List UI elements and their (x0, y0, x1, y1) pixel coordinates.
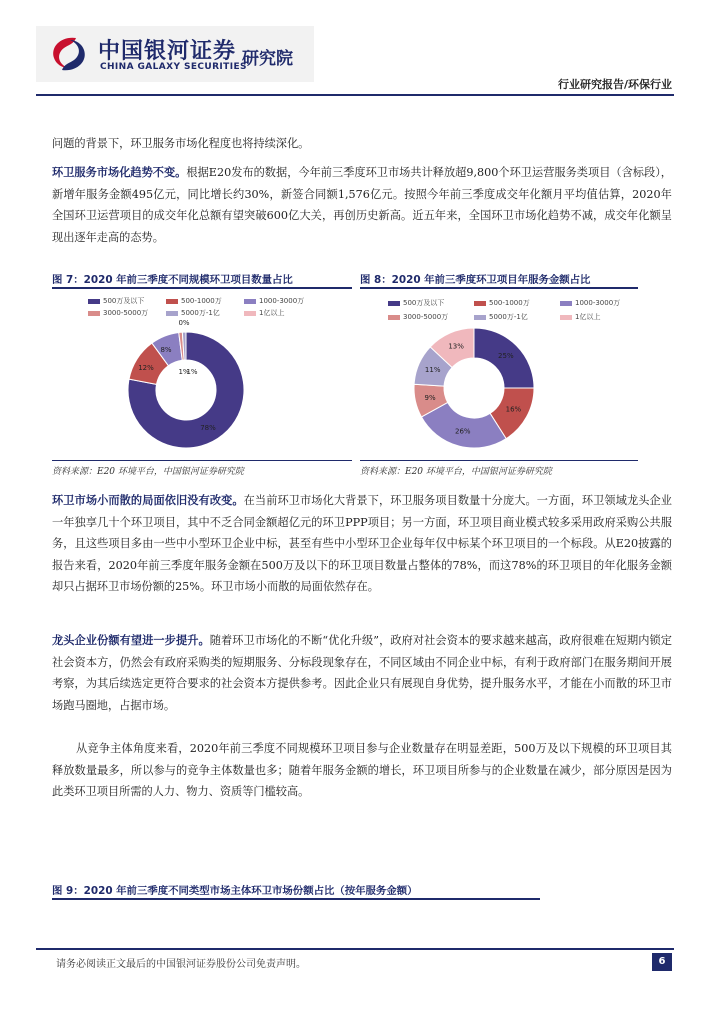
paragraph-market-fragmented (52, 490, 672, 598)
legend-item: 5000万-1亿 (474, 312, 528, 322)
figure-7-donut-chart (100, 316, 280, 456)
figure-8-title: 图 8：2020 年前三季度环卫项目年服务金额占比 (360, 274, 591, 286)
legend-item: 500-1000万 (474, 298, 530, 308)
institute-name: 研究院 (242, 49, 293, 69)
slice-data-label: 12% (138, 364, 154, 372)
report-category: 行业研究报告/环保行业 (557, 78, 672, 91)
footer-disclaimer: 请务必阅读正文最后的中国银河证券股份公司免责声明。 (56, 959, 306, 970)
header-divider (36, 94, 674, 96)
legend-item: 3000-5000万 (388, 312, 448, 322)
legend-item: 3000-5000万 (88, 308, 148, 318)
slice-data-label: 78% (200, 424, 216, 432)
slice-data-label: 1% (178, 368, 190, 376)
slice-data-label: 16% (505, 405, 522, 414)
logo (36, 26, 314, 82)
paragraph-text: 从竞争主体角度来看，2020年前三季度不同规模环卫项目参与企业数量存在明显差距，500万及以下规模的环卫项目其释放数量最多，所以参与的竞争主体数量也多；随着年服务金额的增长，环卫项目所参与的企业数量在减少，部分原因是因为此类环卫项目所需的人力、物力、资质等门槛较高。 (52, 742, 672, 798)
figure-7-source: 资料来源：E20 环境平台，中国银河证券研究院 (52, 467, 244, 477)
slice-data-label: 1% (186, 368, 198, 376)
galaxy-logo-icon (48, 34, 90, 74)
slice-data-label: 9% (424, 393, 436, 402)
slice-data-label: 26% (455, 427, 471, 436)
figure-7-title: 图 7：2020 年前三季度不同规模环卫项目数量占比 (52, 274, 293, 286)
paragraph-text: 在当前环卫市场化大背景下，环卫服务项目数量十分庞大。一方面，环卫领域龙头企业一年独享几十个环卫项目，其中不乏合同金额超亿元的环卫PPP项目；另一方面，环卫项目商业模式较多采用政府采购公共服务，且这些项目多由一些中小型环卫企业中标，甚至有些中小型环卫企业每年仅中标某个环卫项目的一个标段。从E20披露的报告来看，2020年前三季度年服务金额在500万及以下的环卫项目数量占整体的78%，而这78%的环卫项目的年化服务金额却只占据环卫市场份额的25%。环卫市场小而散的局面依然存在。 (52, 494, 672, 593)
paragraph-lead: 环卫服务市场化趋势不变。 (52, 166, 187, 179)
paragraph-lead: 龙头企业份额有望进一步提升。 (52, 634, 210, 647)
paragraph-lead: 环卫市场小而散的局面依旧没有改变。 (52, 494, 244, 507)
legend-item: 500万及以下 (388, 298, 444, 308)
figure-8-top-rule (360, 287, 638, 289)
slice-data-label: 8% (160, 346, 172, 354)
slice-data-label: 0% (178, 319, 190, 327)
legend-item: 5000万-1亿 (166, 308, 220, 318)
footer-divider (36, 948, 674, 950)
legend-item: 1000-3000万 (560, 298, 620, 308)
figure-9-top-rule (52, 898, 540, 900)
slice-data-label: 25% (498, 352, 514, 361)
legend-item: 1亿以上 (560, 312, 600, 322)
figure-7-top-rule (52, 287, 352, 289)
logo-english-name: CHINA GALAXY SECURITIES (100, 62, 247, 72)
slice-data-label: 13% (448, 342, 464, 351)
paragraph-competition (52, 738, 672, 803)
paragraph-leader-share (52, 630, 672, 716)
figure-8-bottom-rule (360, 460, 638, 461)
figure-8-source: 资料来源：E20 环境平台，中国银河证券研究院 (360, 467, 552, 477)
paragraph-text: 随着环卫市场化的不断“优化升级”，政府对社会资本的要求越来越高，政府很难在短期内锁定社会资本方，仍然会有政府采购类的短期服务、分标段现象存在，不同区域由不同企业中标，有利于政府部门在服务期间开展考察，为其后续选定更符合要求的社会资本方提供参考。因此企业只有展现自身优势，提升服务水平，才能在小而散的环卫市场跑马圈地，占据市场。 (52, 634, 672, 712)
legend-item: 1000-3000万 (244, 296, 304, 306)
logo-chinese-name: 中国银河证券 (98, 39, 237, 64)
legend-item: 500-1000万 (166, 296, 222, 306)
paragraph-text: 问题的背景下，环卫服务市场化程度也将持续深化。 (52, 137, 310, 150)
slice-data-label: 11% (424, 366, 441, 375)
figure-9-title: 图 9：2020 年前三季度不同类型市场主体环卫市场份额占比（按年服务金额） (52, 885, 418, 897)
page-number: 6 (652, 953, 672, 971)
paragraph-intro (52, 133, 672, 155)
paragraph-market-trend (52, 162, 672, 248)
figure-8-donut-chart (404, 324, 544, 452)
legend-item: 500万及以下 (88, 296, 144, 306)
page-header (0, 0, 724, 100)
legend-item: 1亿以上 (244, 308, 284, 318)
paragraph-text: 根据E20发布的数据，今年前三季度环卫市场共计释放超9,800个环卫运营服务类项目（含标段），新增年服务金额495亿元，同比增长约30%，新签合同额1,576亿元。按照今年前三季度成交年化额月平均值估算，2020年全国环卫运营项目的成交年化总额有望突破600亿大关，再创历史新高。近五年来，全国环卫市场化趋势不减，成交年化额呈现出逐年走高的态势。 (52, 166, 672, 244)
figure-7-bottom-rule (52, 460, 352, 461)
